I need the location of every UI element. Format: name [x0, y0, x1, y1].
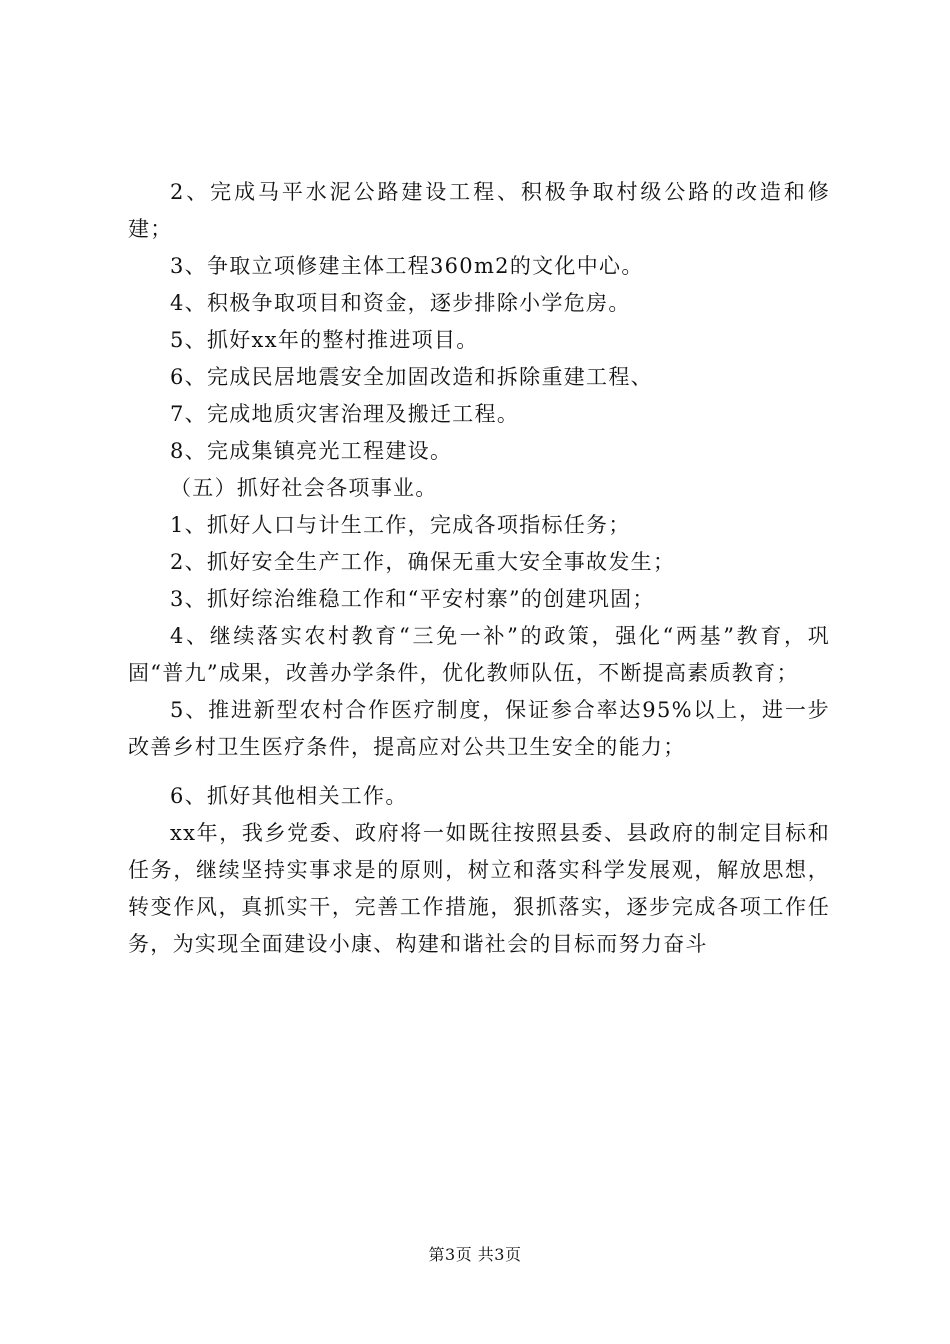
paragraph-item-6: 6、完成民居地震安全加固改造和拆除重建工程、	[170, 365, 653, 389]
paragraph-item-3: 3、争取立项修建主体工程360m2的文化中心。	[170, 254, 644, 278]
paragraph-social-1: 1、抓好人口与计生工作，完成各项指标任务；	[170, 513, 631, 537]
paragraph-social-3: 3、抓好综治维稳工作和“平安村寨”的创建巩固；	[170, 587, 655, 611]
paragraph-item-7: 7、完成地质灾害治理及搬迁工程。	[170, 402, 520, 426]
paragraph-item-2: 2、完成马平水泥公路建设工程、积极争取村级公路的改造和修建；	[128, 180, 830, 241]
paragraph-item-5: 5、抓好xx年的整村推进项目。	[170, 328, 479, 352]
section-heading-social-affairs: （五）抓好社会各项事业。	[170, 476, 438, 500]
paragraph-social-2: 2、抓好安全生产工作，确保无重大安全事故发生；	[170, 550, 676, 574]
paragraph-social-5: 5、推进新型农村合作医疗制度，保证参合率达95%以上，进一步改善乡村卫生医疗条件，提高应对公共卫生安全的能力；	[128, 698, 830, 759]
closing-paragraph: xx年，我乡党委、政府将一如既往按照县委、县政府的制定目标和任务，继续坚持实事求是的原则，树立和落实科学发展观，解放思想，转变作风，真抓实干，完善工作措施，狠抓落实，逐步完成各项工作任务，为实现全面建设小康、构建和谐社会的目标而努力奋斗	[128, 821, 830, 956]
paragraph-item-8: 8、完成集镇亮光工程建设。	[170, 439, 453, 463]
paragraph-social-4: 4、继续落实农村教育“三免一补”的政策，强化“两基”教育，巩固“普九”成果，改善办学条件，优化教师队伍，不断提高素质教育；	[128, 624, 830, 685]
document-body	[128, 174, 830, 963]
page-number-footer: 第3页 共3页	[428, 1245, 522, 1264]
paragraph-item-4: 4、积极争取项目和资金，逐步排除小学危房。	[170, 291, 631, 315]
paragraph-social-6: 6、抓好其他相关工作。	[170, 784, 408, 808]
